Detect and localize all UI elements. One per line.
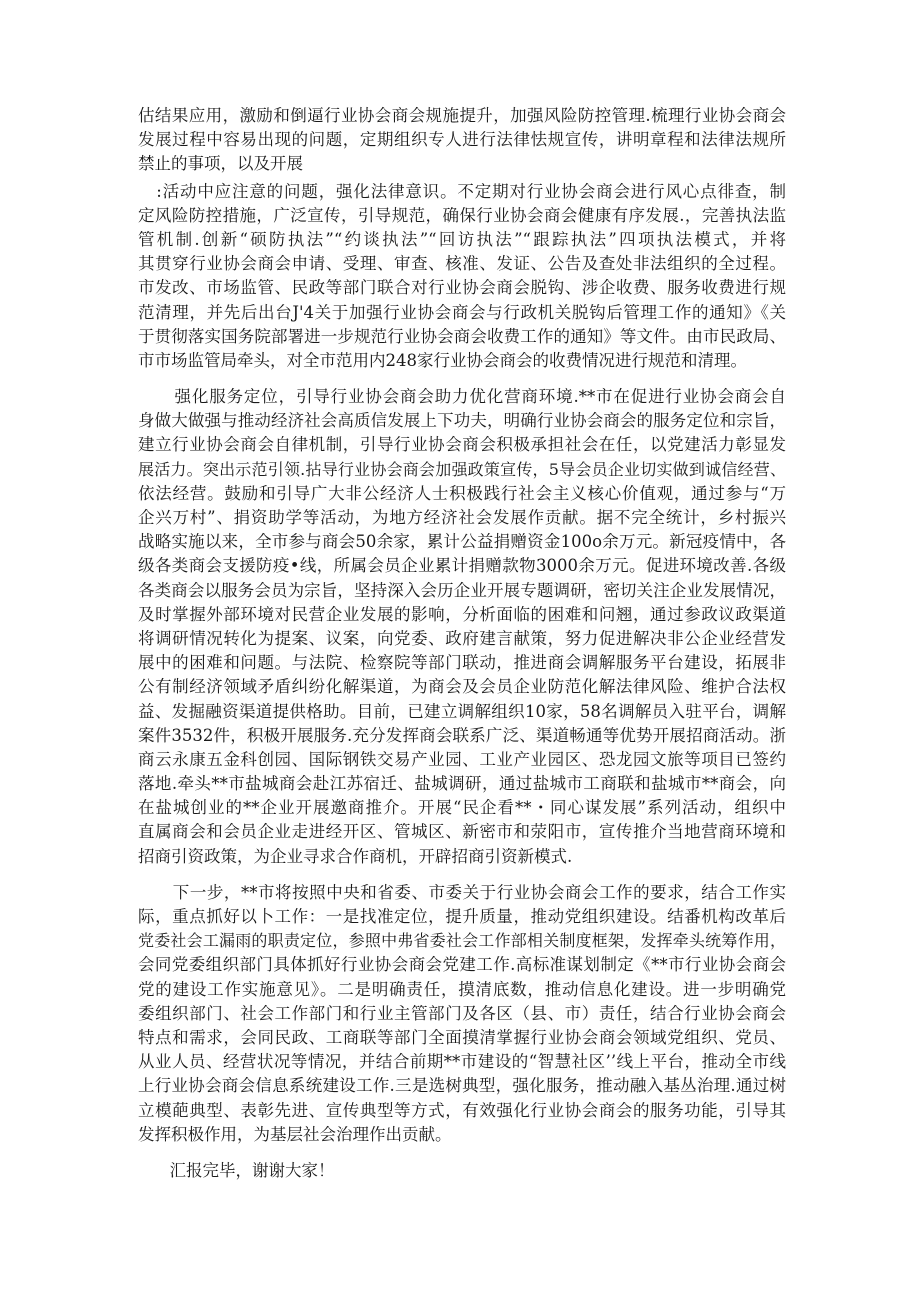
text-line: 党的建设工作实施意见》。二是明确责任，摸清底数，推动信息化建设。进一步明确党: [138, 979, 786, 999]
document-page: [138, 104, 786, 1183]
text-line: 从业人员、经营状况等情况，并结合前期**市建设的“智慧社区’’线上平台，推动全市线: [138, 1052, 786, 1072]
text-line: 公有制经济领域矛盾纠纷化解渠道，为商会及会员企业防范化解法律风险、维护合法权: [138, 677, 786, 697]
text-line: 强化服务定位，引导行业协会商会助力优化营商环境.**市在促进行业协会商会自: [138, 387, 786, 407]
text-line: 招商引资政策，为企业寻求合作商机，开辟招商引资新模式.: [138, 846, 573, 866]
text-line: 下一步，**市将按照中央和省委、市委关于行业协会商会工作的要求，结合工作实: [138, 882, 786, 902]
closing-remark: 汇报完毕，谢谢大家！: [138, 1160, 335, 1180]
text-line: 商云永康五金科创园、国际钢铁交易产业园、工业产业园区、恐龙园文旅等项目已签约: [138, 749, 786, 769]
text-line: 市市场监管局牵头，对全市范用内248家行业协会商会的收费情况进行规范和清理。: [138, 350, 747, 370]
text-line: 委组织部门、社会工作部门和行业主管部门及各区（县、市）责任，结合行业协会商会: [138, 1003, 786, 1023]
paragraph-4: [138, 881, 786, 1147]
text-line: 禁止的事项，以及开展: [138, 154, 303, 174]
text-line: 建立行业协会商会自律机制，引导行业协会商会积极承担社会在任，以党建活力彰显发: [138, 435, 786, 455]
text-line: 直属商会和会员企业走进经开区、管城区、新密市和荥阳市，宣传推介当地营商环境和: [138, 822, 786, 842]
text-line: 特点和需求，会同民政、工商联等部门全面摸清掌握行业协会商会领域党组织、党员、: [138, 1027, 786, 1047]
text-line: 范清理，并先后出台J'4关于加强行业协会商会与行政机关脱钩后管理工作的通知》《关: [138, 302, 786, 322]
text-line: 落地.牵头**市盐城商会赴江苏宿迁、盐城调研，通过盐城市工商联和盐城市**商会，向: [138, 774, 786, 794]
text-line: 于贯彻落实国务院部署进一步规范行业协会商会收费工作的通知》等文件。由市民政局、: [138, 326, 786, 346]
text-line: 其贯穿行业协会商会申请、受理、审查、核准、发证、公告及查处非法组织的全过程。: [138, 254, 786, 274]
text-line: 益、发掘融资渠道提供格助。目前，已建立调解组织10家，58名调解员入驻平台，调解: [138, 701, 786, 721]
text-line: 战略实施以来，全市参与商会50余家，累计公益捐赠资金100o余万元。新冠疫情中，各: [138, 532, 786, 552]
paragraph-3: [138, 385, 786, 869]
text-line: 及时掌握外部环境对民营企业发展的影响，分析面临的困难和问翘，通过参政议政渠道: [138, 604, 786, 624]
text-line: 身做大做强与推动经济社会高质信发展上下功夫，明确行业协会商会的服务定位和宗旨，: [138, 411, 786, 431]
text-line: :活动中应注意的问题，强化法律意识。不定期对行业协会商会进行风心点徘查，制: [138, 181, 786, 201]
text-line: 党委社会工漏雨的职责定位，参照中弗省委社会工作部相关制度框架，发挥牵头统筹作用，: [138, 931, 786, 951]
text-line: 立模葩典型、表彰先进、宣传典型等方式，有效强化行业协会商会的服务功能，引导其: [138, 1100, 786, 1120]
text-line: 市发改、市场监管、民政等部门联合对行业协会商会脱钩、涉企收费、服务收费进行规: [138, 278, 786, 298]
text-line: 企兴万村”、捐资助学等活动，为地方经济社会发展作贡献。据不完全统计，乡村振兴: [138, 508, 786, 527]
text-line: 各类商会以服务会员为宗旨，坚持深入会历企业开展专题调研，密切关注企业发展情况，: [138, 580, 786, 600]
paragraph-1: [138, 104, 786, 177]
text-line: 定风险防控措施，广泛宣传，引导规范，确保行业协会商会健康有序发展.，完善执法监: [138, 205, 786, 225]
text-line: 将调研情况转化为提案、议案，向党委、政府建言献策，努力促进解决非公企业经营发: [138, 628, 786, 648]
text-line: 展活力。突出示范引领.拈导行业协会商会加强政策宣传，5导会员企业切实做到诚信经营、: [138, 459, 786, 479]
text-line: 在盐城创业的**企业开展邀商推介。开展“民企看**・同心谋发展”系列活动，组织中: [138, 798, 786, 818]
text-line: 依法经营。鼓励和引导广大非公经济人士积极践行社会主义核心价值观，通过参与“万: [138, 483, 786, 503]
paragraph-2: [138, 180, 786, 374]
text-line: 际，重点抓好以卜工作：一是找准定位，提升质量，推动党组织建设。结番机构改革后: [138, 907, 786, 926]
text-line: 管机制.创新“硕防执法”“约谈执法”“回访执法”“跟踪执法”四项执法模式，并将: [138, 229, 786, 249]
text-line: 估结果应用，激励和倒逼行业协会商会规施提升，加强风险防控管理.梳理行业协会商会: [138, 106, 786, 125]
text-line: 发挥积极作用，为基层社会治理作出贡献。: [138, 1124, 452, 1144]
text-line: 级各类商会支援防疫•线，所属会员企业累计捐赠款物3000余万元。促进环境改善.各级: [138, 556, 786, 576]
text-line: 展中的困难和问题。与法院、检察院等部门联动，推进商会调解服务平台建设，拓展非: [138, 653, 786, 673]
text-line: 上行业协会商会信息系统建设工作.三是选树典型，强化服务，推动融入基丛治理.通过树: [138, 1076, 786, 1096]
text-line: 会同党委组织部门具体抓好行业协会商会党建工作.高标准谋划制定《**市行业协会商会: [138, 955, 786, 975]
text-line: 发展过程中容易出现的问题，定期组织专人进行法律怯规宣传，讲明章程和法律法规所: [138, 130, 786, 150]
text-line: 案件3532件，积极开展服务.充分发挥商会联系广泛、渠道畅通等优势开展招商活动。浙: [138, 725, 786, 745]
